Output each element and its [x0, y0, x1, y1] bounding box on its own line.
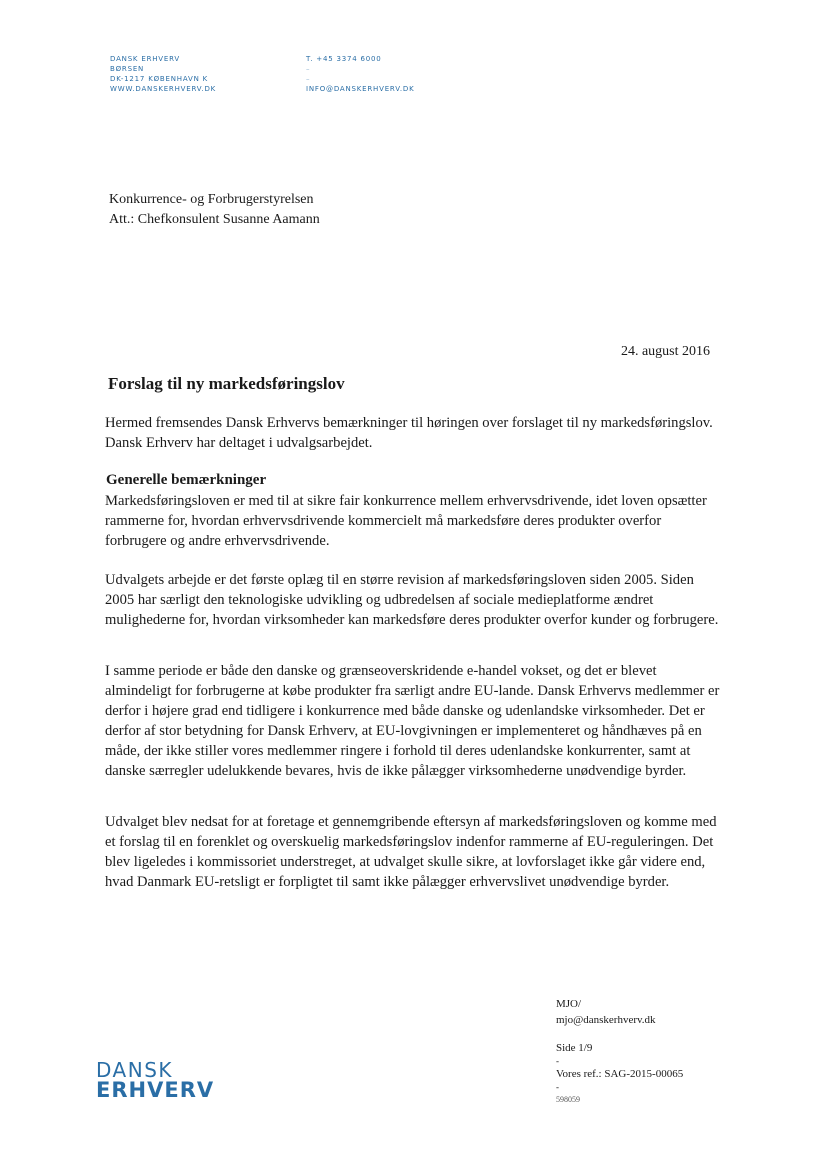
recipient-org: Konkurrence- og Forbrugerstyrelsen: [109, 192, 314, 207]
recipient-block: [109, 190, 320, 230]
signature-email: mjo@danskerhverv.dk: [556, 1014, 656, 1026]
body-paragraph: Udvalgets arbejde er det første oplæg til en større revision af markedsføringsloven siden 2005. Siden 2005 har særligt den teknologiske udvikling og udbredelsen af sociale medieplatforme ændret mulighederne for, hvordan virksomheder kan markedsføre deres produkter overfor kunder og forbrugere.: [105, 572, 719, 628]
company-logo: [96, 1060, 214, 1100]
sender-email: INFO@DANSKERHVERV.DK: [306, 85, 415, 93]
body-paragraph: Udvalget blev nedsat for at foretage et gennemgribende eftersyn af markedsføringsloven og komme med et forslag til en forenklet og overskuelig markedsføringslov indenfor rammerne af EU-reguleringen. Det blev ligeledes i kommissoriet understreget, at udvalget skulle sikre, at lovforslaget ikke går videre end, hvad Danmark EU-retsligt er forpligtet til samt ikke pålægger erhvervslivet unødvendige byrder.: [105, 814, 717, 890]
section-heading: Generelle bemærkninger: [106, 472, 267, 488]
logo-line-1: DANSK: [96, 1058, 174, 1082]
reference-separator: -: [556, 1082, 559, 1092]
signature-initials: MJO/: [556, 998, 582, 1010]
letter-title: Forslag til ny markedsføringslov: [108, 374, 345, 393]
reference-block: [556, 1040, 683, 1108]
recipient-attention: Att.: Chefkonsulent Susanne Aamann: [109, 212, 320, 227]
our-reference: Vores ref.: SAG-2015-00065: [556, 1068, 684, 1080]
sender-building: BØRSEN: [110, 65, 145, 73]
page-number: Side 1/9: [556, 1042, 593, 1054]
sender-address: [110, 54, 216, 94]
letter-date: 24. august 2016: [620, 344, 710, 359]
sender-postal: DK-1217 KØBENHAVN K: [110, 75, 209, 83]
body-paragraph: Markedsføringsloven er med til at sikre fair konkurrence mellem erhvervsdrivende, idet loven opsætter rammerne for, hvordan erhvervsdrivende kommercielt må markedsføre deres produkter overfor forbrugere og andre erhvervsdrivende.: [105, 493, 707, 549]
sender-name: DANSK ERHVERV: [110, 55, 180, 63]
logo-line-2: ERHVERV: [96, 1078, 215, 1102]
contact-separator: –: [306, 65, 311, 73]
reference-separator: -: [556, 1056, 559, 1066]
signature-block: [556, 996, 656, 1028]
intro-paragraph: Hermed fremsendes Dansk Erhvervs bemærkninger til høringen over forslaget til ny markedsføringslov. Dansk Erhverv har deltaget i udvalgsarbejdet.: [105, 415, 713, 451]
sender-website: WWW.DANSKERHVERV.DK: [110, 85, 217, 93]
body-paragraph: I samme periode er både den danske og grænseoverskridende e-handel vokset, og det er blevet almindeligt for forbrugerne at købe produkter fra særligt andre EU-lande. Dansk Erhvervs medlemmer er derfor i højere grad end tidligere i konkurrence med både danske og udenlandske virksomheder. Det er derfor af stor betydning for Dansk Erhverv, at EU-lovgivningen er implementeret og håndhæves på en måde, der ikke stiller vores medlemmer ringere i forhold til deres udenlandske konkurrenter, samt at danske særregler udelukkende bevares, hvis de ikke pålægger virksomhederne unødvendige byrder.: [105, 663, 720, 779]
contact-separator: –: [306, 75, 311, 83]
document-number: 598059: [556, 1095, 580, 1104]
sender-phone: T. +45 3374 6000: [306, 55, 382, 63]
sender-contact: [306, 54, 415, 94]
